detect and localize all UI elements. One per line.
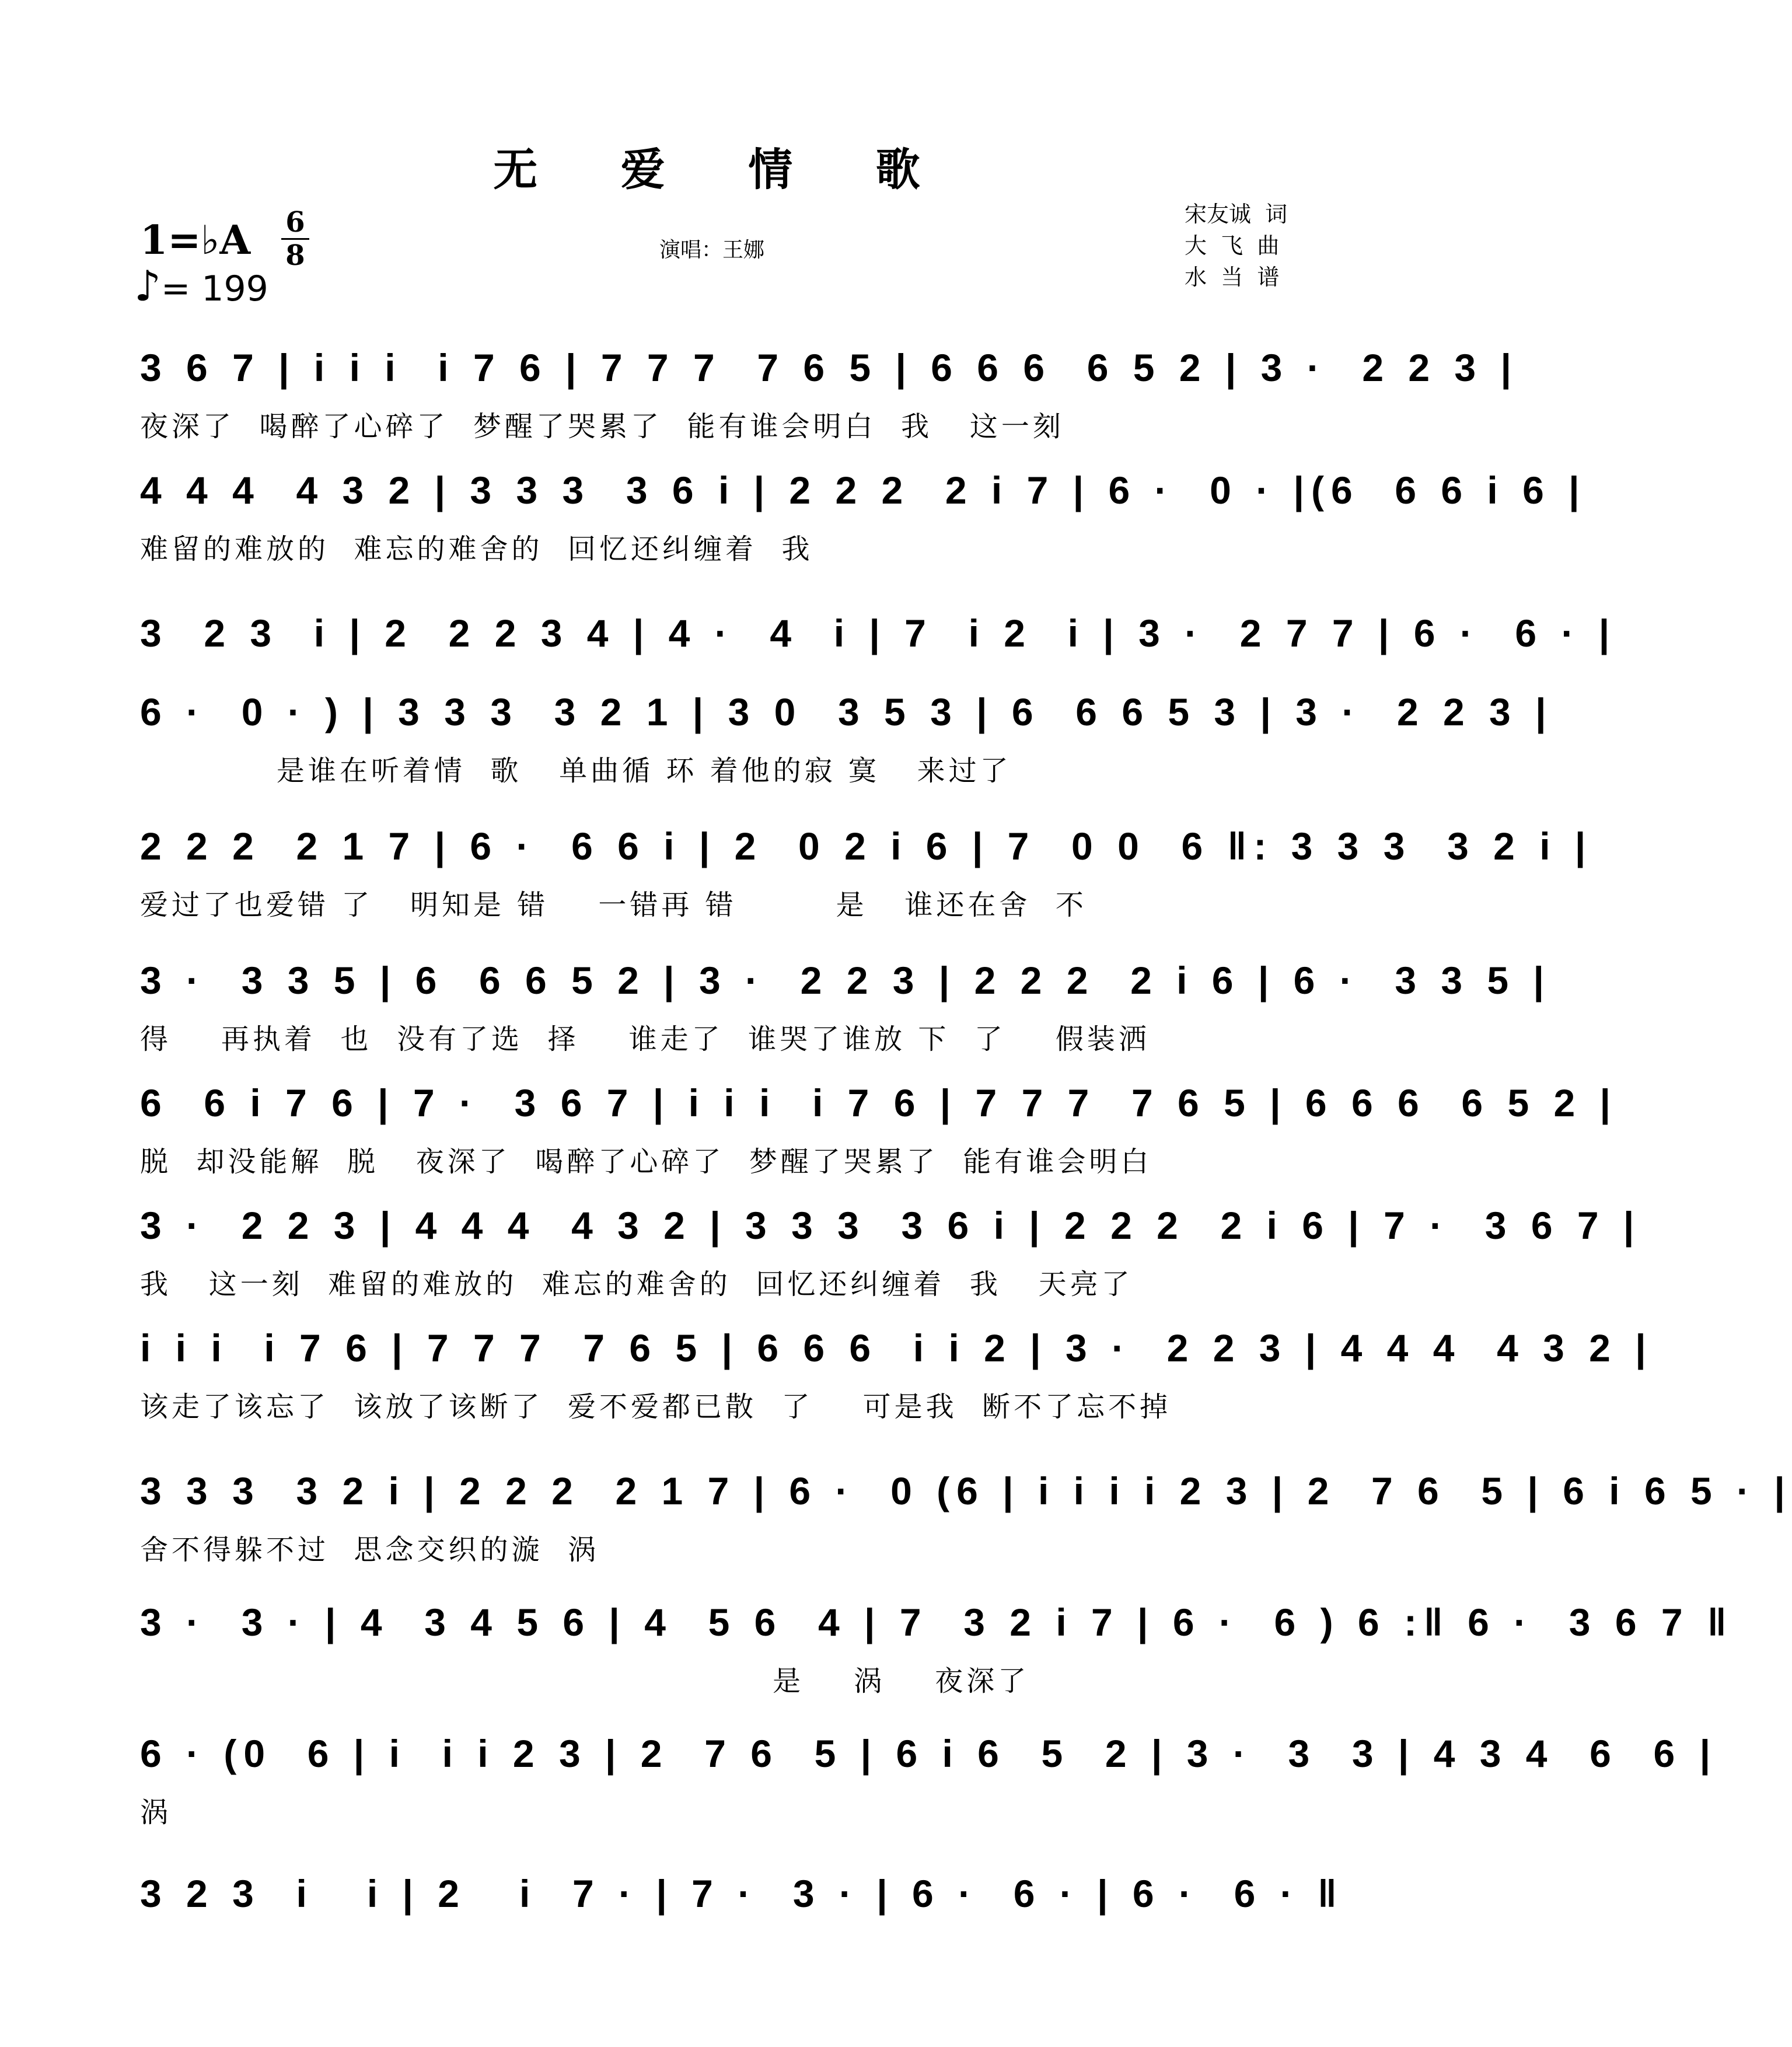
lyrics-line: 脱 却没能解 脱 夜深了 喝醉了心碎了 梦醒了哭累了 能有谁会明白	[140, 1145, 1152, 1178]
lyrics-line: 夜深了 喝醉了心碎了 梦醒了哭累了 能有谁会明白 我 这一刻	[140, 410, 1064, 443]
meter-bottom: 8	[285, 239, 305, 272]
lyrics-line: 该走了该忘了 该放了该断了 爱不爱都已散 了 可是我 断不了忘不掉	[140, 1391, 1172, 1423]
notation-line: 6 · (0 6 | i i i 2 3 | 2 7 6 5 | 6 i 6 5 2 | 3 · 3 3 | 4 3 4 6 6 |	[140, 1732, 1718, 1775]
notation-line: 6 6 i 7 6 | 7 · 3 6 7 | i i i i 7 6 | 7 7 7 7 6 5 | 6 6 6 6 5 2 |	[140, 1081, 1618, 1124]
credits	[1185, 198, 1287, 293]
notation-line: 3 2 3 i i | 2 i 7 · | 7 · 3 · | 6 · 6 · | 6 · 6 · ‖	[140, 1872, 1344, 1915]
lyrics-line: 得 再执着 也 没有了选 择 谁走了 谁哭了谁放 下 了 假装洒	[140, 1023, 1150, 1056]
song-title: 无 爱 情 歌	[493, 144, 954, 195]
notation-line: 3 3 3 3 2 i | 2 2 2 2 1 7 | 6 · 0 (6 | i i i i 2 3 | 2 7 6 5 | 6 i 6 5 · |	[140, 1469, 1792, 1512]
key-signature: 1=♭A	[140, 217, 251, 264]
lyrics-line: 难留的难放的 难忘的难舍的 回忆还纠缠着 我	[140, 533, 813, 565]
credit-transcriber: 水 当 谱	[1185, 264, 1280, 290]
notation-line: 3 · 3 · | 4 3 4 5 6 | 4 5 6 4 | 7 3 2 i 7 | 6 · 6 ) 6 :‖ 6 · 3 6 7 ‖	[140, 1601, 1734, 1644]
singer-credit: 演唱：王娜	[659, 238, 765, 262]
notation-line: 3 · 2 2 3 | 4 4 4 4 3 2 | 3 3 3 3 6 i | 2 2 2 2 i 6 | 7 · 3 6 7 |	[140, 1204, 1641, 1247]
lyrics-line: 是谁在听着情 歌 单曲循 环 着他的寂 寞 来过了	[140, 754, 1012, 787]
tempo-value: = 199	[160, 268, 268, 309]
lyrics-line: 爱过了也爱错 了 明知是 错 一错再 错 是 谁还在舍 不	[140, 889, 1087, 921]
notation-line: 2 2 2 2 1 7 | 6 · 6 6 i | 2 0 2 i 6 | 7 0 0 6 ‖: 3 3 3 3 2 i |	[140, 825, 1593, 868]
lyrics-line: 我 这一刻 难留的难放的 难忘的难舍的 回忆还纠缠着 我 天亮了	[140, 1268, 1133, 1301]
lyrics-line: 舍不得躲不过 思念交织的漩 涡	[140, 1533, 600, 1566]
notation-line: 3 6 7 | i i i i 7 6 | 7 7 7 7 6 5 | 6 6 6 6 5 2 | 3 · 2 2 3 |	[140, 346, 1518, 389]
tempo-marking	[134, 261, 268, 310]
notation-line: 3 2 3 i | 2 2 2 3 4 | 4 · 4 i | 7 i 2 i | 3 · 2 7 7 | 6 · 6 · |	[140, 612, 1617, 655]
time-signature	[278, 206, 313, 272]
notation-line: 3 · 3 3 5 | 6 6 6 5 2 | 3 · 2 2 3 | 2 2 2 2 i 6 | 6 · 3 3 5 |	[140, 959, 1551, 1002]
lyrics-line: 是 涡 夜深了	[140, 1665, 1030, 1697]
notation-line: 4 4 4 4 3 2 | 3 3 3 3 6 i | 2 2 2 2 i 7 | 6 · 0 · |(6 6 6 i 6 |	[140, 469, 1587, 512]
meter-top: 6	[285, 206, 305, 239]
notation-line: i i i i 7 6 | 7 7 7 7 6 5 | 6 6 6 i i 2 | 3 · 2 2 3 | 4 4 4 4 3 2 |	[140, 1326, 1653, 1370]
lyrics-line	[140, 1931, 1304, 1973]
credit-composer: 大 飞 曲	[1185, 233, 1280, 259]
credit-lyricist: 宋友诚 词	[1185, 201, 1288, 227]
eighth-note-icon: ♪	[134, 261, 161, 310]
lyrics-line: 涡	[140, 1796, 172, 1829]
notation-line: 6 · 0 · ) | 3 3 3 3 2 1 | 3 0 3 5 3 | 6 6 6 5 3 | 3 · 2 2 3 |	[140, 690, 1553, 733]
